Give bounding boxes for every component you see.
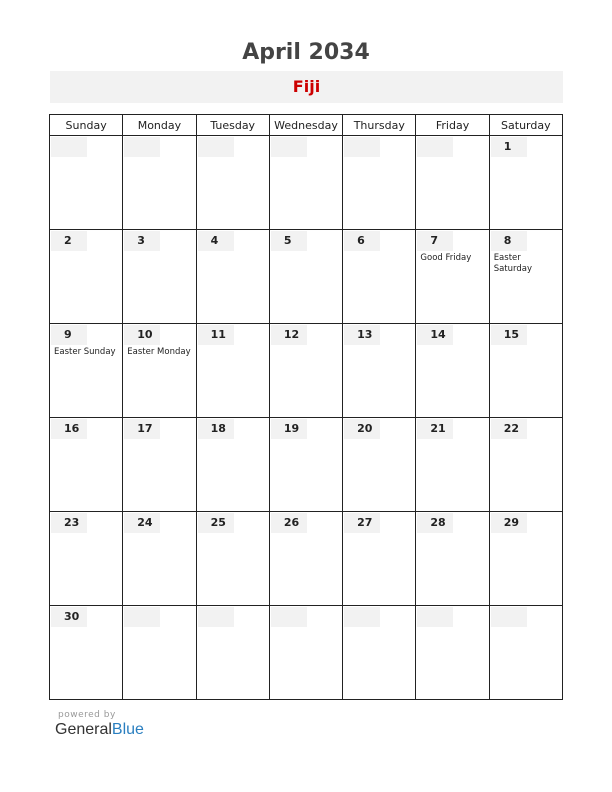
day-number: 7 xyxy=(417,231,453,251)
calendar-grid xyxy=(49,114,563,700)
day-number xyxy=(198,607,234,627)
day-cell xyxy=(343,512,416,606)
day-cell xyxy=(196,136,269,230)
day-cell xyxy=(489,230,562,324)
day-number: 3 xyxy=(124,231,160,251)
day-number: 2 xyxy=(51,231,87,251)
day-number: 6 xyxy=(344,231,380,251)
day-number: 4 xyxy=(198,231,234,251)
weekday-header: Friday xyxy=(416,115,489,136)
day-number: 18 xyxy=(198,419,234,439)
day-cell xyxy=(50,606,123,700)
weekday-header: Tuesday xyxy=(196,115,269,136)
day-number: 24 xyxy=(124,513,160,533)
day-number xyxy=(124,137,160,157)
holiday-label: Easter Monday xyxy=(127,347,191,357)
day-number: 5 xyxy=(271,231,307,251)
day-number: 23 xyxy=(51,513,87,533)
logo-general: General xyxy=(55,721,112,738)
week-row xyxy=(50,136,563,230)
weekday-header-row xyxy=(50,115,563,136)
day-cell xyxy=(196,418,269,512)
holiday-label: Easter Saturday xyxy=(493,253,532,274)
day-cell xyxy=(123,418,196,512)
day-number xyxy=(271,137,307,157)
day-number xyxy=(51,137,87,157)
day-number: 20 xyxy=(344,419,380,439)
day-cell xyxy=(489,324,562,418)
day-number: 19 xyxy=(271,419,307,439)
weekday-header: Wednesday xyxy=(269,115,342,136)
day-cell xyxy=(489,512,562,606)
day-cell xyxy=(269,418,342,512)
day-cell xyxy=(50,324,123,418)
day-number xyxy=(198,137,234,157)
day-number: 9 xyxy=(51,325,87,345)
week-row xyxy=(50,512,563,606)
day-number xyxy=(271,607,307,627)
day-number: 22 xyxy=(491,419,527,439)
day-cell xyxy=(123,512,196,606)
logo-blue: Blue xyxy=(111,721,144,738)
day-number: 25 xyxy=(198,513,234,533)
holiday-label: Good Friday xyxy=(420,253,472,263)
weekday-header: Thursday xyxy=(343,115,416,136)
weekday-header: Monday xyxy=(123,115,196,136)
day-cell xyxy=(343,230,416,324)
week-row xyxy=(50,230,563,324)
day-number: 29 xyxy=(491,513,527,533)
day-number: 10 xyxy=(124,325,160,345)
day-number: 16 xyxy=(51,419,87,439)
day-cell xyxy=(343,418,416,512)
day-cell xyxy=(123,136,196,230)
day-number: 17 xyxy=(124,419,160,439)
weekday-header: Saturday xyxy=(489,115,562,136)
day-cell xyxy=(489,418,562,512)
day-cell xyxy=(343,324,416,418)
day-cell xyxy=(123,230,196,324)
day-cell xyxy=(269,606,342,700)
day-number: 13 xyxy=(344,325,380,345)
day-cell xyxy=(269,230,342,324)
day-number: 28 xyxy=(417,513,453,533)
day-cell xyxy=(196,512,269,606)
day-number: 11 xyxy=(198,325,234,345)
day-cell xyxy=(50,418,123,512)
day-cell xyxy=(343,136,416,230)
day-cell xyxy=(416,606,489,700)
week-row xyxy=(50,606,563,700)
day-number xyxy=(344,137,380,157)
day-number: 27 xyxy=(344,513,380,533)
day-cell xyxy=(489,606,562,700)
day-cell xyxy=(343,606,416,700)
day-cell xyxy=(50,230,123,324)
day-number: 21 xyxy=(417,419,453,439)
day-cell xyxy=(269,136,342,230)
day-cell xyxy=(50,512,123,606)
day-number: 30 xyxy=(51,607,87,627)
day-cell xyxy=(196,606,269,700)
day-cell xyxy=(416,512,489,606)
day-number xyxy=(491,607,527,627)
day-cell xyxy=(416,230,489,324)
day-number xyxy=(417,607,453,627)
week-row xyxy=(50,324,563,418)
day-cell xyxy=(196,230,269,324)
week-row xyxy=(50,418,563,512)
day-number: 8 xyxy=(491,231,527,251)
day-cell xyxy=(50,136,123,230)
day-number: 26 xyxy=(271,513,307,533)
day-cell xyxy=(123,324,196,418)
day-cell xyxy=(269,512,342,606)
day-cell xyxy=(123,606,196,700)
day-cell xyxy=(489,136,562,230)
weekday-header: Sunday xyxy=(50,115,123,136)
day-cell xyxy=(416,136,489,230)
day-number: 14 xyxy=(417,325,453,345)
country-name: Fiji xyxy=(50,71,563,103)
day-cell xyxy=(416,418,489,512)
day-number: 15 xyxy=(491,325,527,345)
day-number: 12 xyxy=(271,325,307,345)
day-cell xyxy=(196,324,269,418)
day-cell xyxy=(269,324,342,418)
holiday-label: Easter Sunday xyxy=(54,347,116,357)
powered-by-text: powered by xyxy=(58,710,116,720)
generalblue-logo[interactable] xyxy=(55,721,144,739)
day-number xyxy=(417,137,453,157)
day-number xyxy=(124,607,160,627)
day-number: 1 xyxy=(491,137,527,157)
calendar-title: April 2034 xyxy=(242,40,370,65)
day-cell xyxy=(416,324,489,418)
day-number xyxy=(344,607,380,627)
